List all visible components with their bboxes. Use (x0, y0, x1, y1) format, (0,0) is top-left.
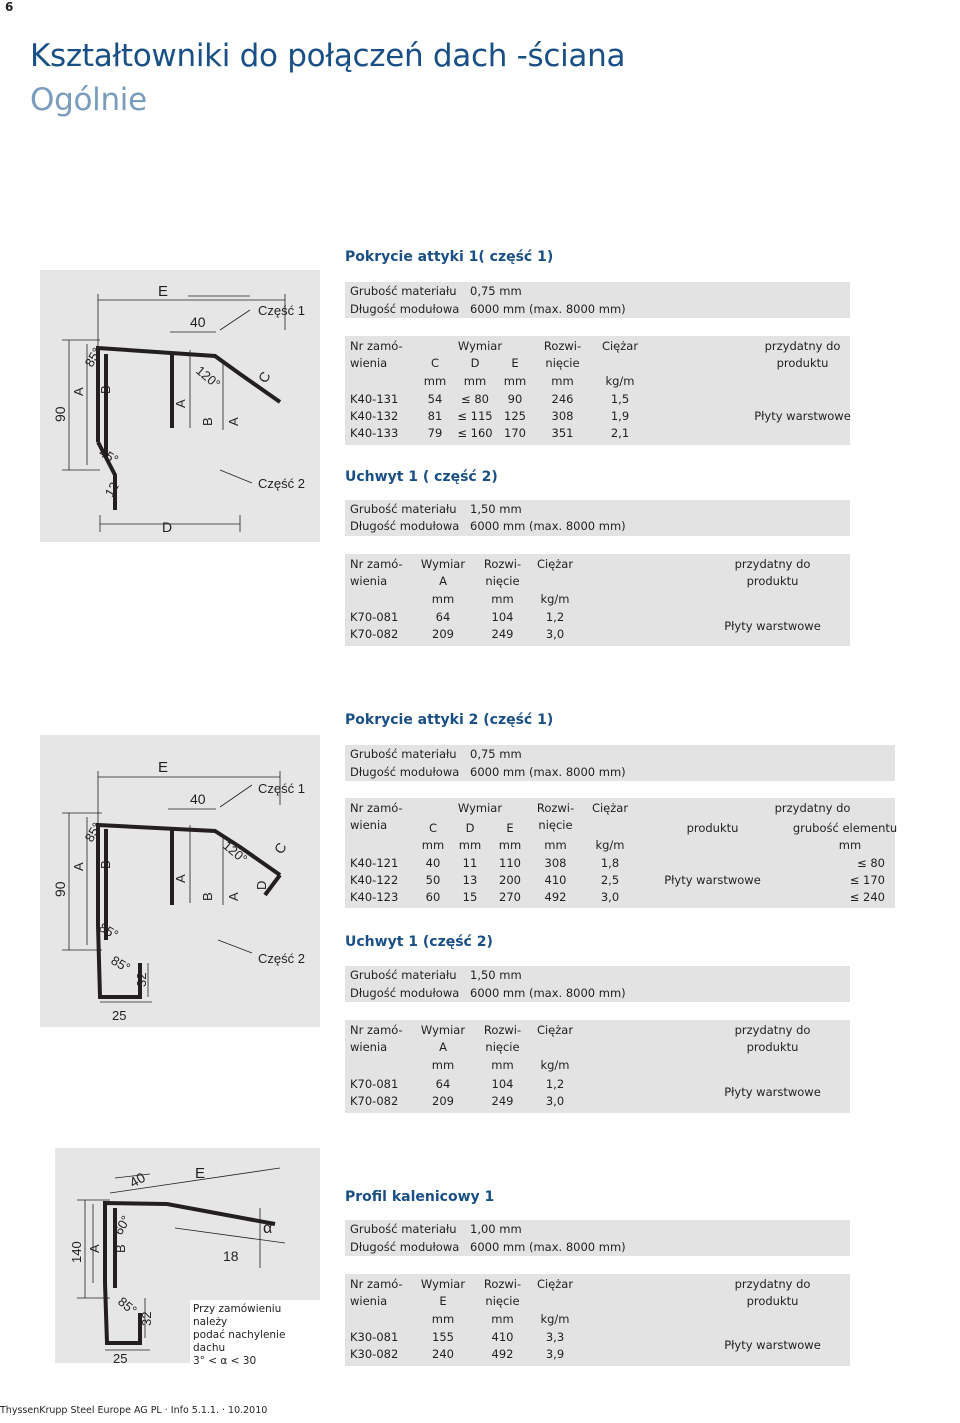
page-subtitle: Ogólnie (30, 82, 147, 118)
s5-h-nr1: Nr zamó- (350, 1277, 403, 1291)
s3-r0-r: 308 (544, 856, 567, 870)
d3-label-18: 18 (223, 1248, 239, 1264)
s1-u3: mm (503, 374, 527, 388)
d2-label-85: 85° (81, 819, 105, 845)
s3-h-grub-el: grubość elementu (792, 821, 898, 835)
s5-u1: mm (431, 1312, 455, 1326)
d1-label-b2: B (200, 417, 215, 426)
s1-h-nr2: wienia (350, 356, 388, 370)
s3-h-ciezar: Ciężar (591, 801, 629, 815)
s5-r1-w: 3,9 (545, 1347, 565, 1361)
s4-u1: mm (431, 1058, 455, 1072)
s3-r0-e: 110 (499, 856, 521, 870)
d2-label-40: 40 (190, 791, 206, 807)
d1-label-120: 120° (193, 362, 224, 392)
s1-r0-d: ≤ 80 (461, 392, 489, 406)
d2-label-a3: A (226, 892, 241, 901)
s1-r1-w: 1,9 (610, 409, 630, 423)
s3-u6: mm (838, 838, 862, 852)
s3-h-nr2: wienia (350, 818, 388, 832)
s4-r0-w: 1,2 (545, 1077, 565, 1091)
s1-h-wymiar: Wymiar (457, 339, 503, 353)
s2-r0-a: 64 (435, 610, 451, 624)
s1-h-rozwi1: Rozwi- (543, 339, 582, 353)
d3-label-a: A (87, 1244, 102, 1253)
s2-grubosc-label: Grubość materiału (350, 502, 457, 516)
s4-h-rozwi2: nięcie (485, 1040, 520, 1054)
s5-h-produktu: produktu (746, 1294, 799, 1308)
s1-u1: mm (423, 374, 447, 388)
s2-h-nr2: wienia (350, 574, 388, 588)
s1-dlugosc-label: Długość modułowa (350, 302, 460, 316)
s1-r1-c: 81 (427, 409, 443, 423)
d2-label-85b: 85° (96, 919, 122, 943)
s1-r1-r: 308 (551, 409, 574, 423)
d2-label-b2: B (200, 892, 215, 901)
s4-grubosc-value: 1,50 mm (470, 968, 522, 982)
s3-r0-w: 1,8 (600, 856, 620, 870)
s1-r0-e: 90 (507, 392, 523, 406)
s2-dlugosc-label: Długość modułowa (350, 519, 460, 533)
s4-r1-r: 249 (491, 1094, 514, 1108)
d2-label-c: C (270, 839, 290, 857)
d1-label-40: 40 (190, 314, 206, 330)
s1-h-rozwi2: nięcie (545, 356, 580, 370)
s3-r0-d: 11 (462, 856, 478, 870)
diagram-attyka-2-drawing (40, 735, 320, 1027)
s2-dlugosc-value: 6000 mm (max. 8000 mm) (470, 519, 626, 533)
d1-label-90: 90 (52, 406, 68, 422)
d1-label-c: C (254, 368, 274, 386)
s5-r0-w: 3,3 (545, 1330, 565, 1344)
s1-u5: kg/m (605, 374, 635, 388)
s2-r0-r: 104 (491, 610, 514, 624)
s2-h-ciezar: Ciężar (536, 557, 574, 571)
d1-label-d: D (162, 519, 173, 535)
s5-title: Profil kalenicowy 1 (345, 1189, 495, 1205)
s2-h-a: A (439, 574, 447, 588)
s2-h-przyd: przydatny do (734, 557, 811, 571)
s3-r1-w: 2,5 (600, 873, 620, 887)
s4-dlugosc-label: Długość modułowa (350, 986, 460, 1000)
s3-r0-c: 40 (425, 856, 441, 870)
s4-h-przyd: przydatny do (734, 1023, 811, 1037)
s3-r2-e: 270 (499, 890, 521, 904)
s3-h-nr1: Nr zamó- (350, 801, 403, 815)
s5-dlugosc-label: Długość modułowa (350, 1240, 460, 1254)
d2-label-120: 120° (220, 837, 251, 867)
s1-title: Pokrycie attyki 1( część 1) (345, 249, 554, 265)
s3-title: Pokrycie attyki 2 (część 1) (345, 712, 554, 728)
s1-u2: mm (463, 374, 487, 388)
d3-label-b: B (113, 1244, 128, 1253)
s4-dlugosc-value: 6000 mm (max. 8000 mm) (470, 986, 626, 1000)
s5-h-przyd: przydatny do (734, 1277, 811, 1291)
s2-r0-w: 1,2 (545, 610, 565, 624)
s2-h-rozwi1: Rozwi- (483, 557, 522, 571)
s1-u4: mm (551, 374, 574, 388)
s3-r2-nr: K40-123 (350, 890, 399, 904)
s3-r1-r: 410 (544, 873, 567, 887)
s3-r2-d: 15 (462, 890, 478, 904)
s1-h-produktu: produktu (776, 356, 829, 370)
s3-r2-g: ≤ 240 (849, 890, 885, 904)
s2-grubosc-value: 1,50 mm (470, 502, 522, 516)
s3-r0-g: ≤ 80 (857, 856, 885, 870)
s4-h-nr1: Nr zamó- (350, 1023, 403, 1037)
s3-u1: mm (421, 838, 445, 852)
d1-label-a3: A (226, 417, 241, 426)
d2-label-a: A (71, 862, 86, 871)
d3-label-140: 140 (69, 1241, 84, 1263)
kalenica-note-line3: 3° < α < 30 (193, 1355, 257, 1367)
page-title: Kształtowniki do połączeń dach -ściana (30, 38, 626, 74)
s4-grubosc-label: Grubość materiału (350, 968, 457, 982)
s1-grubosc-label: Grubość materiału (350, 284, 457, 298)
s2-r1-nr: K70-082 (350, 627, 399, 641)
s3-r1-nr: K40-122 (350, 873, 399, 887)
s5-h-rozwi2: nięcie (485, 1294, 520, 1308)
s3-r2-c: 60 (425, 890, 441, 904)
s4-u3: kg/m (540, 1058, 570, 1072)
s5-r0-r: 410 (491, 1330, 514, 1344)
kalenica-note (190, 1300, 321, 1371)
s3-r2-w: 3,0 (600, 890, 620, 904)
s3-h-przyd: przydatny do (774, 801, 851, 815)
s3-r2-r: 492 (544, 890, 567, 904)
s3-h-rozwi1: Rozwi- (536, 801, 575, 815)
d2-label-32: 32 (134, 972, 149, 987)
s2-r1-r: 249 (491, 627, 514, 641)
s2-h-produktu: produktu (746, 574, 799, 588)
page-number: 6 (0, 0, 25, 16)
s1-r0-w: 1,5 (610, 392, 630, 406)
d2-label-a2: A (173, 874, 188, 883)
s1-r0-r: 246 (551, 392, 574, 406)
diagram-attyka-1-drawing (40, 270, 320, 542)
d1-label-czesc1: Część 1 (258, 303, 305, 318)
s3-u5: kg/m (595, 838, 625, 852)
s4-plyty: Płyty warstwowe (724, 1085, 821, 1099)
diagram-attyka-2 (40, 735, 320, 1027)
s4-r0-a: 64 (435, 1077, 451, 1091)
s4-title: Uchwyt 1 (część 2) (345, 934, 493, 950)
s3-dlugosc-value: 6000 mm (max. 8000 mm) (470, 765, 626, 779)
s1-r2-e: 170 (504, 426, 526, 440)
s1-r1-d: ≤ 115 (457, 409, 493, 423)
d2-label-b: B (98, 860, 113, 869)
s5-dlugosc-value: 6000 mm (max. 8000 mm) (470, 1240, 626, 1254)
s5-grubosc-value: 1,00 mm (470, 1222, 522, 1236)
s4-h-nr2: wienia (350, 1040, 388, 1054)
s1-h-d: D (470, 356, 480, 370)
footer: ThyssenKrupp Steel Europe AG PL · Info 5.1.1. · 10.2010 (0, 1405, 268, 1416)
diagram-kalenica (55, 1148, 320, 1367)
s3-h-wymiar: Wymiar (457, 801, 503, 815)
s3-h-rozwi2: nięcie (538, 818, 573, 832)
d1-label-b: B (98, 385, 113, 394)
s2-u2: mm (491, 592, 514, 606)
s3-h-d: D (465, 821, 475, 835)
d2-label-85c: 85° (108, 952, 134, 976)
s1-h-e: E (511, 356, 519, 370)
s3-dlugosc-label: Długość modułowa (350, 765, 460, 779)
s3-grubosc-value: 0,75 mm (470, 747, 522, 761)
s1-h-c: C (430, 356, 440, 370)
s3-r1-c: 50 (425, 873, 441, 887)
s2-r0-nr: K70-081 (350, 610, 399, 624)
d3-label-60: 60° (110, 1212, 134, 1238)
s1-r2-w: 2,1 (610, 426, 630, 440)
s2-r1-a: 209 (432, 627, 454, 641)
s5-r0-e: 155 (432, 1330, 454, 1344)
s1-h-nr1: Nr zamó- (350, 339, 403, 353)
s2-u3: kg/m (540, 592, 570, 606)
s4-r1-nr: K70-082 (350, 1094, 399, 1108)
s5-h-rozwi1: Rozwi- (483, 1277, 522, 1291)
s3-u3: mm (498, 838, 522, 852)
d2-label-25: 25 (112, 1008, 127, 1023)
d2-label-czesc1: Część 1 (258, 781, 305, 796)
s3-r1-d: 13 (462, 873, 478, 887)
s1-h-ciezar: Ciężar (601, 339, 639, 353)
s1-plyty: Płyty warstwowe (754, 409, 851, 423)
d1-label-45: 45° (96, 444, 122, 468)
kalenica-note-line2: podać nachylenie dachu (193, 1329, 286, 1354)
s3-h-produktu: produktu (686, 821, 739, 835)
s5-r0-nr: K30-081 (350, 1330, 399, 1344)
s4-r0-r: 104 (491, 1077, 514, 1091)
s1-r0-nr: K40-131 (350, 392, 399, 406)
d2-label-czesc2: Część 2 (258, 951, 305, 966)
s5-u2: mm (491, 1312, 514, 1326)
d3-label-40: 40 (126, 1168, 148, 1191)
s5-r1-nr: K30-082 (350, 1347, 399, 1361)
s2-h-nr1: Nr zamó- (350, 557, 403, 571)
kalenica-note-line1: Przy zamówieniu należy (193, 1303, 282, 1328)
s4-h-a: A (439, 1040, 447, 1054)
s5-h-e: E (439, 1294, 447, 1308)
s3-grubosc-label: Grubość materiału (350, 747, 457, 761)
s1-dlugosc-value: 6000 mm (max. 8000 mm) (470, 302, 626, 316)
s1-r2-d: ≤ 160 (457, 426, 493, 440)
s5-h-nr2: wienia (350, 1294, 388, 1308)
s5-plyty: Płyty warstwowe (724, 1338, 821, 1352)
s4-h-rozwi1: Rozwi- (483, 1023, 522, 1037)
s1-r1-nr: K40-132 (350, 409, 399, 423)
d1-label-a2: A (173, 399, 188, 408)
s2-u1: mm (431, 592, 455, 606)
s5-r1-r: 492 (491, 1347, 514, 1361)
s5-h-ciezar: Ciężar (536, 1277, 574, 1291)
s1-r0-c: 54 (427, 392, 443, 406)
d1-label-85: 85° (81, 344, 105, 370)
s2-h-wymiar: Wymiar (420, 557, 466, 571)
s1-h-przyd: przydatny do (764, 339, 841, 353)
s3-u2: mm (458, 838, 482, 852)
s4-h-wymiar: Wymiar (420, 1023, 466, 1037)
s3-r1-g: ≤ 170 (849, 873, 885, 887)
s4-r1-a: 209 (432, 1094, 454, 1108)
d1-label-12: 12 (101, 479, 122, 500)
diagram-attyka-1 (40, 270, 320, 542)
s3-r1-e: 200 (499, 873, 521, 887)
s3-h-c: C (428, 821, 438, 835)
s3-h-e: E (506, 821, 514, 835)
s1-r2-c: 79 (427, 426, 443, 440)
s3-u4: mm (544, 838, 567, 852)
s2-h-rozwi2: nięcie (485, 574, 520, 588)
s5-h-wymiar: Wymiar (420, 1277, 466, 1291)
s4-r0-nr: K70-081 (350, 1077, 399, 1091)
d2-label-90: 90 (52, 881, 68, 897)
s3-plyty: Płyty warstwowe (664, 873, 761, 887)
s1-r1-e: 125 (504, 409, 526, 423)
s5-grubosc-label: Grubość materiału (350, 1222, 457, 1236)
d3-label-25: 25 (113, 1351, 128, 1363)
s4-h-produktu: produktu (746, 1040, 799, 1054)
s2-r1-w: 3,0 (545, 627, 565, 641)
d3-label-alpha: α (263, 1220, 273, 1237)
d3-label-32: 32 (139, 1311, 154, 1326)
s4-h-ciezar: Ciężar (536, 1023, 574, 1037)
d3-label-e: E (195, 1165, 206, 1182)
d1-label-czesc2: Część 2 (258, 476, 305, 491)
s1-r2-r: 351 (551, 426, 574, 440)
d2-label-d: D (254, 880, 269, 890)
s5-u3: kg/m (540, 1312, 570, 1326)
s1-r2-nr: K40-133 (350, 426, 399, 440)
d1-label-e: E (158, 283, 169, 300)
s3-r0-nr: K40-121 (350, 856, 399, 870)
s1-grubosc-value: 0,75 mm (470, 284, 522, 298)
s4-r1-w: 3,0 (545, 1094, 565, 1108)
s2-plyty: Płyty warstwowe (724, 619, 821, 633)
s2-title: Uchwyt 1 ( część 2) (345, 469, 498, 485)
s5-r1-e: 240 (432, 1347, 454, 1361)
d3-label-85: 85° (115, 1293, 140, 1318)
s4-u2: mm (491, 1058, 514, 1072)
d2-label-e: E (158, 759, 169, 776)
d1-label-a: A (71, 387, 86, 396)
